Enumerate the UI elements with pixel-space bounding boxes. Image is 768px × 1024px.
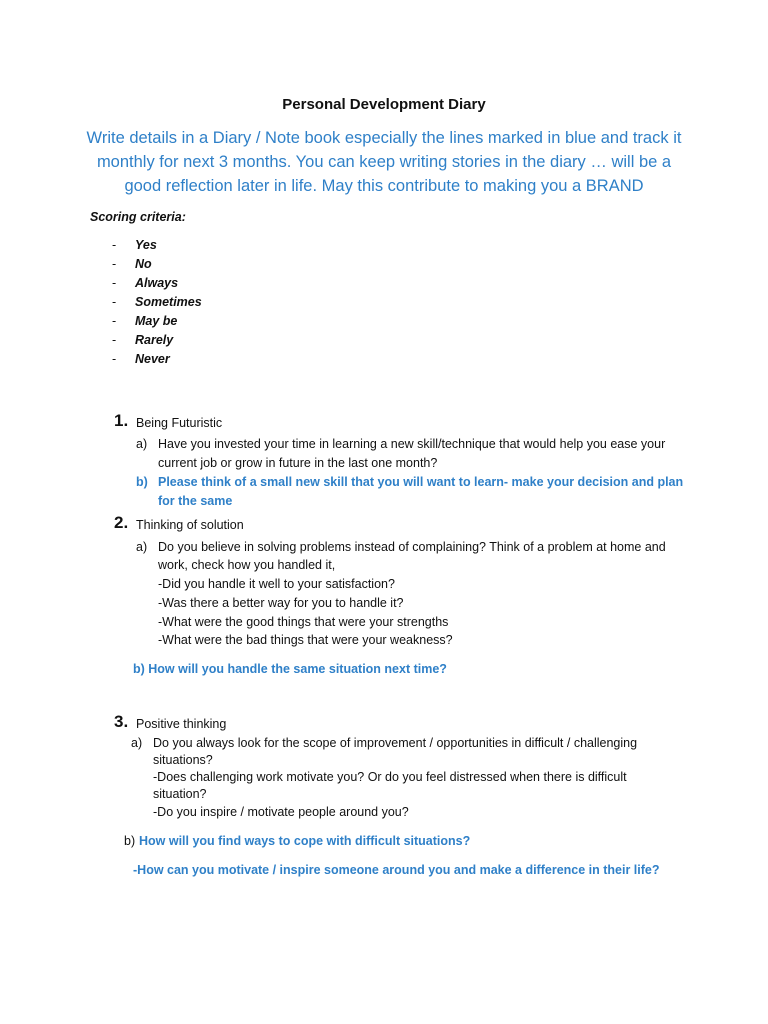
list-dash: -: [112, 333, 117, 347]
highlighted-line: How will you find ways to cope with difficult situations?: [139, 834, 471, 848]
question-line: current job or grow in future in the last one month?: [158, 456, 438, 470]
intro-line: good reflection later in life. May this contribute to making you a BRAND: [124, 177, 644, 195]
criteria-item: [112, 333, 173, 347]
intro-line: Write details in a Diary / Note book especially the lines marked in blue and track it: [86, 129, 682, 147]
highlighted-line: b) How will you handle the same situation next time?: [133, 662, 447, 676]
list-dash: -: [112, 238, 117, 252]
question-line: Do you always look for the scope of improvement / opportunities in difficult / challenging: [153, 736, 638, 750]
scoring-criteria-label: Scoring criteria:: [90, 210, 186, 224]
question-line: -Does challenging work motivate you? Or do you feel distressed when there is difficult: [153, 770, 627, 784]
highlighted-line: Please think of a small new skill that you will want to learn- make your decision and plan: [158, 475, 684, 489]
criteria-item: [112, 257, 152, 271]
intro-paragraph: [70, 126, 698, 198]
criteria-item: [112, 352, 170, 366]
criteria-label: No: [135, 257, 152, 271]
criteria-label: Yes: [135, 238, 157, 252]
section-number: 2.: [114, 513, 129, 532]
list-dash: -: [112, 276, 117, 290]
criteria-item: [112, 276, 178, 290]
intro-line: monthly for next 3 months. You can keep writing stories in the diary … will be a: [96, 153, 672, 171]
question-line: -What were the bad things that were your weakness?: [158, 633, 453, 647]
criteria-label: Never: [135, 352, 170, 366]
highlighted-line: -How can you motivate / inspire someone around you and make a difference in their life?: [133, 863, 660, 877]
criteria-item: [112, 238, 157, 252]
criteria-label: May be: [135, 314, 178, 328]
question-line: -Do you inspire / motivate people around you?: [153, 805, 409, 819]
question-line: Do you believe in solving problems instead of complaining? Think of a problem at home and: [158, 540, 666, 554]
list-dash: -: [112, 257, 117, 271]
section-title: Positive thinking: [136, 717, 227, 731]
criteria-label: Always: [135, 276, 179, 290]
list-dash: -: [112, 352, 117, 366]
question-line: work, check how you handled it,: [158, 558, 336, 572]
criteria-item: [112, 295, 202, 309]
question-line: situations?: [153, 753, 213, 767]
item-marker: a): [136, 540, 148, 554]
list-dash: -: [112, 295, 117, 309]
section-title: Being Futuristic: [136, 416, 223, 430]
criteria-label: Sometimes: [135, 295, 202, 309]
item-marker: b): [124, 834, 136, 848]
question-line: situation?: [153, 787, 207, 801]
question-line: Have you invested your time in learning a new skill/technique that would help you ease your: [158, 437, 666, 451]
highlighted-line: for the same: [158, 494, 233, 508]
question-line: -What were the good things that were your strengths: [158, 615, 449, 629]
item-marker: a): [136, 437, 148, 451]
section-number: 1.: [114, 411, 129, 430]
list-dash: -: [112, 314, 117, 328]
question-line: -Did you handle it well to your satisfaction?: [158, 577, 395, 591]
section-title: Thinking of solution: [136, 518, 244, 532]
criteria-item: [112, 314, 177, 328]
question-line: -Was there a better way for you to handle it?: [158, 596, 404, 610]
document-title: Personal Development Diary: [282, 96, 486, 113]
item-marker: a): [131, 736, 143, 750]
section-number: 3.: [114, 712, 129, 731]
item-marker: b): [136, 475, 148, 489]
criteria-label: Rarely: [135, 333, 174, 347]
